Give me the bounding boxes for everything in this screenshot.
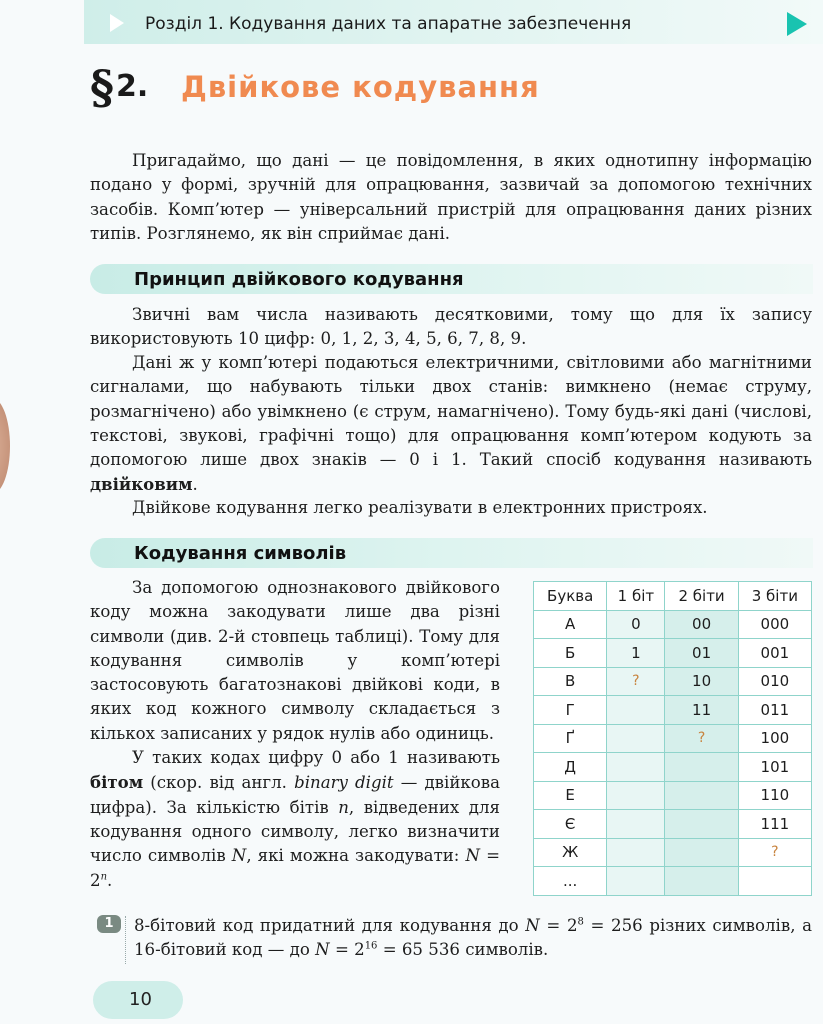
letter-cell: Ж — [534, 838, 607, 867]
var-n: n — [338, 797, 349, 817]
code-cell: 1 — [607, 639, 665, 668]
play-triangle-icon — [110, 14, 124, 32]
principle-text-2a: Дані ж у комп’ютері подаються електричними, світловими або магнітними сигналами, що набувають тільки двох станів: вимкнено (немає струму, розмагнічено) або увімкнено (є струм, намагнічено). Тому будь-які дані (числові, текстові, звукові, графічні тощо) для опрацювання комп’ютером кодують за допомогою лише двох знаків — 0 і 1. Такий спосіб кодування називають — [90, 353, 812, 470]
table-header-row — [534, 582, 812, 611]
principle-heading: Принцип двійкового кодування — [134, 269, 464, 290]
table-row — [534, 610, 812, 639]
code-cell: 011 — [738, 696, 811, 725]
letter-cell: ... — [534, 867, 607, 896]
letter-cell: Е — [534, 781, 607, 810]
letter-cell: Ґ — [534, 724, 607, 753]
section-title: Двійкове кодування — [181, 70, 540, 104]
intro-text: Пригадаймо, що дані — це повідомлення, в яких однотипну інформацію подано у формі, зручній для опрацювання, зазвичай за допомогою технічних засобів. Комп’ютер — універсальний пристрій для опрацювання даних різних типів. Розглянемо, як він сприймає дані. — [90, 151, 812, 243]
code-cell — [607, 781, 665, 810]
letter-cell: Є — [534, 810, 607, 839]
table-body — [534, 610, 812, 895]
table-row — [534, 724, 812, 753]
section-number: 2. — [116, 69, 149, 104]
chapter-title: Розділ 1. Кодування даних та апаратне забезпечення — [145, 14, 632, 34]
symbols-text-2a: У таких кодах цифру 0 або 1 називають — [132, 748, 500, 768]
principle-text-3: Двійкове кодування легко реалізувати в електронних пристроях. — [132, 498, 708, 517]
letter-cell: А — [534, 610, 607, 639]
code-cell — [738, 867, 811, 896]
letter-cell: Д — [534, 753, 607, 782]
note-exponent-16: 16 — [364, 940, 378, 952]
note-number-icon: 1 — [97, 915, 121, 933]
code-cell: 100 — [738, 724, 811, 753]
principle-text-2b: . — [192, 475, 198, 495]
binary-codes-table — [533, 581, 812, 896]
note-divider — [125, 916, 126, 964]
note-text-3: = 256 різних символів, а 16-бітовий код — до — [134, 916, 812, 960]
symbols-heading: Кодування символів — [134, 543, 347, 564]
column-header: 1 біт — [607, 582, 665, 611]
code-cell: 110 — [738, 781, 811, 810]
intro-paragraph — [90, 149, 812, 246]
note-text-4: = 2 — [329, 940, 365, 960]
finger-shadow — [0, 398, 10, 494]
symbols-text-2d: , відведених для кодування одного символу, легко визначити число символів — [90, 797, 500, 866]
table-row — [534, 696, 812, 725]
code-cell: 00 — [665, 610, 738, 639]
column-header: 3 біти — [738, 582, 811, 611]
code-cell: 01 — [665, 639, 738, 668]
letter-cell: Г — [534, 696, 607, 725]
code-cell — [665, 810, 738, 839]
column-header: Буква — [534, 582, 607, 611]
table-row — [534, 867, 812, 896]
code-cell — [607, 867, 665, 896]
note-paragraph — [134, 914, 812, 963]
principle-text-1: Звичні вам числа називають десятковими, тому що для їх запису використовують 10 цифр: 0, 1, 2, 3, 4, 5, 6, 7, 8, 9. — [90, 305, 812, 349]
table-row — [534, 810, 812, 839]
principle-paragraph-3 — [90, 496, 812, 520]
code-cell: 10 — [665, 667, 738, 696]
formula-exponent: n — [100, 871, 108, 883]
principle-paragraph-2 — [90, 351, 812, 498]
code-cell — [607, 838, 665, 867]
symbols-paragraph-1 — [90, 576, 500, 746]
note-text-2: = 2 — [539, 916, 578, 935]
var-N: N — [231, 846, 247, 866]
code-cell — [607, 753, 665, 782]
code-cell: 000 — [738, 610, 811, 639]
symbols-text-2c: — двійкова цифра). За кількістю бітів — [90, 773, 500, 817]
symbols-text-2b: (скор. від англ. — [143, 773, 295, 793]
letter-cell: В — [534, 667, 607, 696]
symbols-text-column — [90, 576, 500, 893]
code-cell: ? — [607, 667, 665, 696]
code-cell: 101 — [738, 753, 811, 782]
code-cell — [665, 867, 738, 896]
note-var-N2: N — [315, 940, 330, 960]
code-cell — [607, 724, 665, 753]
code-cell: 001 — [738, 639, 811, 668]
code-cell — [665, 838, 738, 867]
symbols-text-end: . — [107, 870, 113, 890]
table-row — [534, 667, 812, 696]
note-exponent-8: 8 — [577, 916, 584, 928]
code-cell — [607, 696, 665, 725]
letter-cell: Б — [534, 639, 607, 668]
symbols-text-1: За допомогою однознакового двійкового коду можна закодувати лише два різні символи (див. 2-й стовпець таблиці). Тому для кодування символів у комп’ютері застосовують багатознакові двійкові коди, в яких код кожного символу складається з кількох записаних у рядок нулів або одиниць. — [90, 578, 500, 743]
code-cell: 010 — [738, 667, 811, 696]
formula-eq: = 2 — [90, 846, 500, 890]
code-cell — [607, 810, 665, 839]
code-cell: 111 — [738, 810, 811, 839]
symbols-paragraph-2 — [90, 746, 500, 893]
column-header: 2 біти — [665, 582, 738, 611]
table-row — [534, 753, 812, 782]
formula-N: N — [465, 846, 480, 866]
note-text-1: 8-бітовий код придатний для кодування до — [134, 916, 526, 935]
table-row — [534, 639, 812, 668]
code-cell — [665, 781, 738, 810]
table-row — [534, 838, 812, 867]
code-cell: ? — [665, 724, 738, 753]
term-bit: бітом — [90, 772, 144, 793]
section-sign: § — [90, 60, 115, 114]
next-arrow-icon — [787, 12, 807, 36]
term-binary: двійковим — [90, 474, 193, 495]
code-cell — [665, 753, 738, 782]
principle-paragraph-1 — [90, 303, 812, 352]
code-cell: 0 — [607, 610, 665, 639]
note-var-N1: N — [525, 916, 540, 935]
symbols-text-2e: , які можна закодувати: — [246, 846, 466, 866]
table-row — [534, 781, 812, 810]
page-number: 10 — [129, 989, 152, 1010]
code-cell: 11 — [665, 696, 738, 725]
note-text-5: = 65 536 символів. — [377, 940, 549, 960]
term-binary-digit: binary digit — [294, 773, 394, 793]
code-cell: ? — [738, 838, 811, 867]
